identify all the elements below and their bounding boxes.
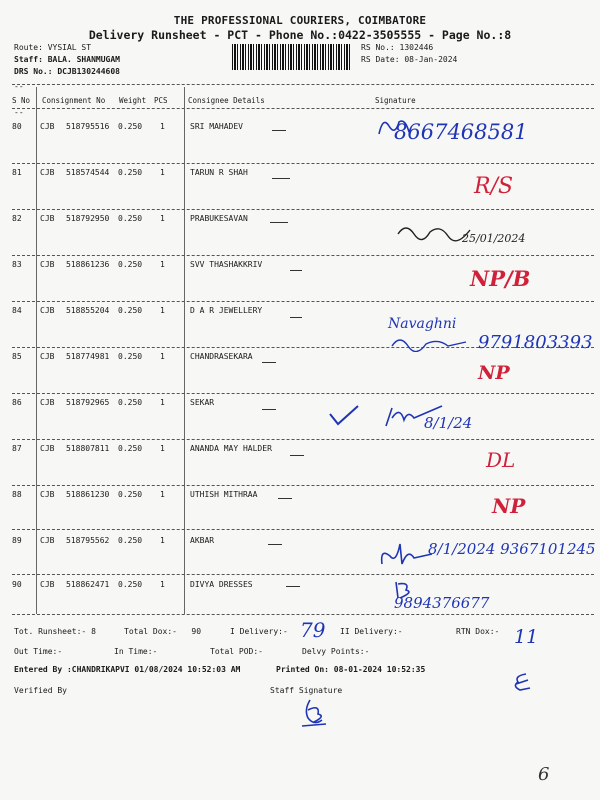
row-weight: 0.250: [118, 168, 143, 177]
row-consignment: 518774981: [66, 352, 110, 361]
handwritten-status: NP: [492, 494, 526, 518]
row-pcs: 1: [160, 260, 165, 269]
row-weight: 0.250: [118, 306, 143, 315]
col-weight: Weight: [119, 96, 147, 105]
row-consignment: 518792950: [66, 214, 110, 223]
verified-by: Verified By: [14, 686, 67, 695]
row-weight: 0.250: [118, 536, 143, 545]
row-pcs: 1: [160, 306, 165, 315]
entered-by: Entered By :CHANDRIKAPVI 01/08/2024 10:52:03 AM: [14, 665, 241, 674]
route-label: Route: VYSIAL ST: [14, 43, 92, 52]
tot-runsheet: Tot. Runsheet:- 8: [14, 627, 96, 636]
col-sno: S No: [12, 96, 31, 105]
pen-mark: [270, 222, 288, 223]
row-consignment: 518795516: [66, 122, 110, 131]
col-pcs: PCS: [154, 96, 168, 105]
row-weight: 0.250: [118, 214, 143, 223]
handwritten-date: 8/1/24: [424, 414, 473, 432]
table-row: [0, 352, 600, 398]
row-divider: [12, 574, 594, 575]
i-delivery-label: I Delivery:-: [230, 627, 288, 636]
row-consignment: 518795562: [66, 536, 110, 545]
row-weight: 0.250: [118, 490, 143, 499]
rtn-dox-label: RTN Dox:-: [456, 627, 500, 636]
row-pcs: 1: [160, 490, 165, 499]
row-sno: 82: [12, 214, 22, 223]
row-consignee: PRABUKESAVAN: [190, 214, 248, 223]
row-prefix: CJB: [40, 490, 55, 499]
row-weight: 0.250: [118, 580, 143, 589]
pen-mark: [286, 586, 300, 587]
table-bottom-divider: [12, 614, 594, 615]
staff-signature: [300, 696, 330, 730]
row-consignee: ANANDA MAY HALDER: [190, 444, 272, 453]
row-weight: 0.250: [118, 260, 143, 269]
rs-date: RS Date: 08-Jan-2024: [361, 55, 458, 64]
signature-scribble: [378, 534, 434, 574]
pen-mark: [272, 130, 286, 131]
page-mark: 6: [538, 764, 550, 785]
delvy-points: Delvy Points:-: [302, 647, 370, 656]
total-dox: Total Dox:- 90: [124, 627, 202, 636]
row-prefix: CJB: [40, 260, 55, 269]
staff-label: Staff: BALA. SHANMUGAM: [14, 55, 120, 64]
drs-number: DRS No.: DCJB130244608: [14, 67, 120, 76]
total-pod: Total POD:-: [210, 647, 263, 656]
row-divider: [12, 485, 594, 486]
row-consignee: SRI MAHADEV: [190, 122, 243, 131]
handwritten-date-phone: 8/1/2024 9367101245: [428, 540, 596, 558]
row-pcs: 1: [160, 444, 165, 453]
ii-delivery-label: II Delivery:-: [340, 627, 403, 636]
row-consignment: 518855204: [66, 306, 110, 315]
row-consignee: CHANDRASEKARA: [190, 352, 253, 361]
row-weight: 0.250: [118, 444, 143, 453]
check-mark: [328, 404, 360, 426]
row-prefix: CJB: [40, 580, 55, 589]
row-prefix: CJB: [40, 306, 55, 315]
row-weight: 0.250: [118, 352, 143, 361]
col-consignee: Consignee Details: [188, 96, 265, 105]
signature-scribble: [510, 670, 534, 694]
row-consignment: 518861230: [66, 490, 110, 499]
handwritten-status: DL: [486, 448, 516, 472]
barcode: [232, 44, 350, 70]
row-consignee: AKBAR: [190, 536, 215, 545]
pen-mark: [290, 455, 304, 456]
row-consignee: DIVYA DRESSES: [190, 580, 253, 589]
row-consignment: 518807811: [66, 444, 110, 453]
row-pcs: 1: [160, 214, 165, 223]
row-sno: 89: [12, 536, 22, 545]
header-divider-top: [12, 84, 594, 85]
row-prefix: CJB: [40, 444, 55, 453]
row-consignment: 518861236: [66, 260, 110, 269]
handwritten-name: Navaghni: [388, 316, 457, 332]
out-time: Out Time:-: [14, 647, 63, 656]
row-divider: [12, 209, 594, 210]
row-sno: 87: [12, 444, 22, 453]
row-prefix: CJB: [40, 352, 55, 361]
col-signature: Signature: [375, 96, 416, 105]
pen-mark: [268, 544, 282, 545]
row-divider: [12, 393, 594, 394]
row-sno: 88: [12, 490, 22, 499]
row-prefix: CJB: [40, 122, 55, 131]
row-pcs: 1: [160, 122, 165, 131]
pen-mark: [290, 270, 302, 271]
row-consignee: SEKAR: [190, 398, 215, 407]
handwritten-date: 25/01/2024: [462, 232, 526, 245]
handwritten-phone: 8667468581: [394, 120, 528, 144]
row-consignment: 518574544: [66, 168, 110, 177]
pen-mark: [262, 362, 276, 363]
row-divider: [12, 301, 594, 302]
row-pcs: 1: [160, 398, 165, 407]
col-consignment: Consignment No: [42, 96, 106, 105]
staff-signature-label: Staff Signature: [270, 686, 343, 695]
handwritten-status: NP/B: [470, 266, 531, 291]
pen-mark: [262, 409, 276, 410]
row-sno: 84: [12, 306, 22, 315]
row-weight: 0.250: [118, 398, 143, 407]
handwritten-status: R/S: [474, 174, 514, 199]
row-divider: [12, 529, 594, 530]
signature-scribble: [390, 332, 470, 352]
table-row: [0, 398, 600, 444]
row-consignee: UTHISH MITHRAA: [190, 490, 258, 499]
row-divider: [12, 255, 594, 256]
row-divider: [12, 163, 594, 164]
row-weight: 0.250: [118, 122, 143, 131]
rtn-dox-value: 11: [514, 626, 539, 648]
pen-mark: [290, 317, 302, 318]
row-pcs: 1: [160, 580, 165, 589]
row-sno: 85: [12, 352, 22, 361]
row-consignee: D A R JEWELLERY: [190, 306, 263, 315]
row-pcs: 1: [160, 168, 165, 177]
row-divider: [12, 439, 594, 440]
header-divider-bottom: [12, 108, 594, 109]
row-prefix: CJB: [40, 168, 55, 177]
row-sno: 90: [12, 580, 22, 589]
row-sno: 81: [12, 168, 22, 177]
row-consignee: SVV THASHAKKRIV: [190, 260, 263, 269]
handwritten-phone: 9894376677: [394, 594, 490, 612]
row-pcs: 1: [160, 536, 165, 545]
row-prefix: CJB: [40, 536, 55, 545]
row-prefix: CJB: [40, 398, 55, 407]
runsheet-title: Delivery Runsheet - PCT - Phone No.:0422-3505555 - Page No.:8: [88, 28, 512, 42]
company-title: THE PROFESSIONAL COURIERS, COIMBATORE: [173, 14, 427, 27]
handwritten-phone: 9791803393: [478, 332, 593, 353]
row-sno: 86: [12, 398, 22, 407]
rs-number: RS No.: 1302446: [361, 43, 434, 52]
i-delivery-value: 79: [300, 618, 326, 642]
printed-on: Printed On: 08-01-2024 10:52:35: [276, 665, 426, 674]
row-consignment: 518792965: [66, 398, 110, 407]
handwritten-status: NP: [478, 362, 510, 384]
row-sno: 80: [12, 122, 22, 131]
pen-mark: [272, 178, 290, 179]
row-sno: 83: [12, 260, 22, 269]
row-consignee: TARUN R SHAH: [190, 168, 248, 177]
row-pcs: 1: [160, 352, 165, 361]
row-prefix: CJB: [40, 214, 55, 223]
pen-mark: [278, 498, 292, 499]
in-time: In Time:-: [114, 647, 158, 656]
row-consignment: 518862471: [66, 580, 110, 589]
